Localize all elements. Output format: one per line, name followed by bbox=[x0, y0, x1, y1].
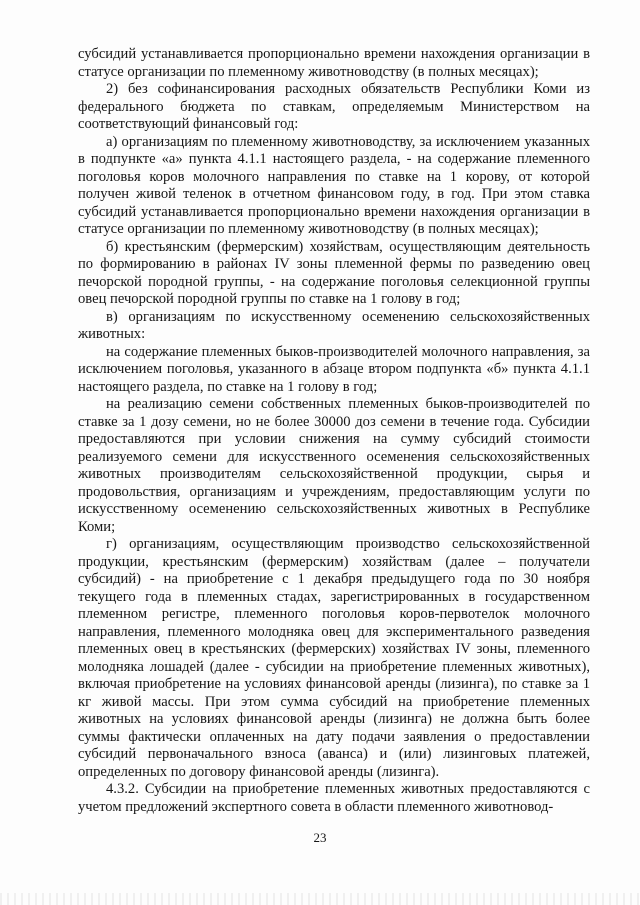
document-body bbox=[78, 46, 590, 816]
paragraph-semen-sales: на реализацию семени собственных племенных быков-производителей по ставке за 1 дозу семени, но не более 30000 доз семени в течение года. Субсидии предоставляются при условии снижения на сумму субсидий стоимости реализуемого семени для искусственного осеменения сельскохозяйственных животных производителям сельскохозяйственной продукции, сырья и продовольствия, организациям и учреждениям, предоставляющим услуги по искусственному осеменению сельскохозяйственных животных в Республике Коми; bbox=[78, 396, 590, 535]
paragraph-subitem-g: г) организациям, осуществляющим производство сельскохозяйственной продукции, крестьянским (фермерским) хозяйствам (далее – получатели субсидий) - на приобретение с 1 декабря предыдущего года по 30 ноября текущего года в племенных стадах, зарегистрированных в государственном племенном регистре, племенного поголовья коров-первотелок молочного направления, племенного молодняка овец для экспериментального разведения племенных овец в крестьянских (фермерских) хозяйствах IV зоны, племенного молодняка лошадей (далее - субсидии на приобретение племенных животных), включая приобретение на условиях финансовой аренды (лизинга), по ставке за 1 кг живой массы. При этом сумма субсидий на приобретение племенных животных на условиях финансовой аренды (лизинга) не должна быть более суммы фактически оплаченных на дату подачи заявления о предоставлении субсидий первоначального взноса (аванса) и (или) лизинговых платежей, определенных по договору финансовой аренды (лизинга). bbox=[78, 536, 590, 780]
paragraph-continuation: субсидий устанавливается пропорционально времени нахождения организации в статусе организации по племенному животноводству (в полных месяцах); bbox=[78, 46, 590, 80]
paragraph-item-2: 2) без софинансирования расходных обязательств Республики Коми из федерального бюджета по ставкам, определяемым Министерством на соответствующий финансовый год: bbox=[78, 81, 590, 132]
scan-edge-artifact bbox=[0, 893, 640, 905]
paragraph-bull-maintenance: на содержание племенных быков-производителей молочного направления, за исключением поголовья, указанного в абзаце втором подпункта «б» пункта 4.1.1 настоящего раздела, по ставке на 1 голову в год; bbox=[78, 343, 590, 395]
paragraph-subitem-b: б) крестьянским (фермерским) хозяйствам, осуществляющим деятельность по формированию в районах IV зоны племенной фермы по разведению овец печорской породной группы, - на содержание поголовья селекционной группы овец печорской породной группы по ставке на 1 голову в год; bbox=[78, 238, 590, 307]
paragraph-subitem-a: а) организациям по племенному животноводству, за исключением указанных в подпункте «а» пункта 4.1.1 настоящего раздела, - на содержание племенного поголовья коров молочного направления по ставке на 1 корову, от которой получен живой теленок в отчетном финансовом году, в год. При этом ставка субсидий устанавливается пропорционально времени нахождения организации в статусе организации по племенному животноводству (в полных месяцах); bbox=[78, 133, 590, 237]
page-number: 23 bbox=[313, 830, 327, 845]
paragraph-4-3-2: 4.3.2. Субсидии на приобретение племенных животных предоставляются с учетом предложений экспертного совета в области племенного животновод- bbox=[78, 781, 590, 815]
paragraph-subitem-v: в) организациям по искусственному осеменению сельскохозяйственных животных: bbox=[78, 308, 590, 342]
